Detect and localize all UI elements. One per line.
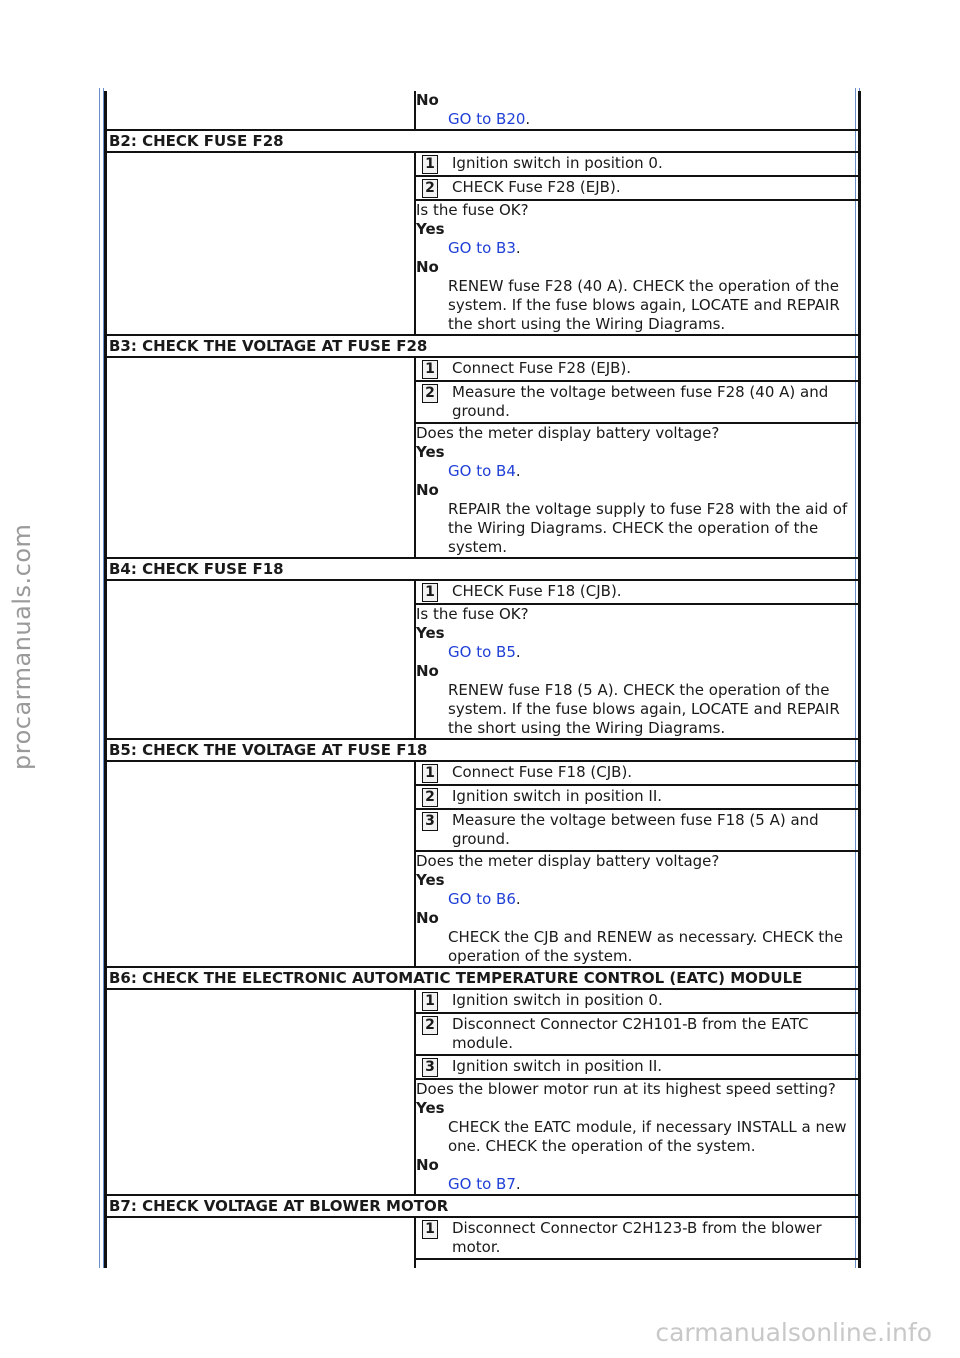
go-to-b20-link[interactable]: GO to B20 <box>448 110 526 128</box>
step-number: 2 <box>422 179 438 198</box>
step-number: 1 <box>422 992 438 1011</box>
bottom-watermark: carmanualsonline.info <box>655 1318 932 1347</box>
yes-answer: GO to B4. <box>448 462 521 480</box>
step-row <box>416 1056 858 1080</box>
side-watermark: procarmanuals.com <box>8 523 36 770</box>
step-text: Measure the voltage between fuse F18 (5 A) and ground. <box>452 811 819 848</box>
step-row <box>416 1218 858 1260</box>
section-body-b6 <box>107 990 858 1194</box>
section-body-b4 <box>107 581 858 738</box>
step-number: 3 <box>422 1058 438 1077</box>
step-text: Measure the voltage between fuse F28 (40 A) and ground. <box>452 383 829 420</box>
yes-answer: GO to B3. <box>448 239 521 257</box>
go-to-b7-link[interactable]: GO to B7 <box>448 1175 516 1193</box>
step-text: Disconnect Connector C2H101-B from the EATC module. <box>452 1015 809 1052</box>
step-row <box>416 358 858 382</box>
step-row <box>416 1014 858 1056</box>
no-answer: RENEW fuse F18 (5 A). CHECK the operation of the system. If the fuse blows again, LOCATE and REPAIR the short using the Wiring Diagrams. <box>448 681 840 737</box>
section-title-b7: B7: CHECK VOLTAGE AT BLOWER MOTOR <box>107 1194 858 1218</box>
step-text: Ignition switch in position 0. <box>452 991 663 1009</box>
yes-label: Yes <box>416 871 445 889</box>
step-number: 1 <box>422 155 438 174</box>
step-number: 2 <box>422 1016 438 1035</box>
step-number: 3 <box>422 812 438 831</box>
section-title-b3: B3: CHECK THE VOLTAGE AT FUSE F28 <box>107 334 858 358</box>
yes-label: Yes <box>416 1099 445 1117</box>
no-label: No <box>416 481 439 499</box>
step-number: 2 <box>422 788 438 807</box>
no-answer: REPAIR the voltage supply to fuse F28 with the aid of the Wiring Diagrams. CHECK the operation of the system. <box>448 500 848 556</box>
no-answer: RENEW fuse F28 (40 A). CHECK the operation of the system. If the fuse blows again, LOCATE and REPAIR the short using the Wiring Diagrams. <box>448 277 840 333</box>
section-body-b5 <box>107 762 858 966</box>
section-title-b2: B2: CHECK FUSE F28 <box>107 129 858 153</box>
no-answer: GO to B20. <box>448 110 531 128</box>
step-row <box>416 382 858 424</box>
no-label: No <box>416 258 439 276</box>
step-row <box>416 177 858 201</box>
yes-label: Yes <box>416 220 445 238</box>
step-row <box>416 581 858 605</box>
section-body-b3 <box>107 358 858 557</box>
go-to-b6-link[interactable]: GO to B6 <box>448 890 516 908</box>
no-label: No <box>416 662 439 680</box>
no-answer: GO to B7. <box>448 1175 521 1193</box>
step-row <box>416 990 858 1014</box>
step-row <box>416 810 858 852</box>
margin-line-left-outer <box>99 88 100 1268</box>
question-text: Is the fuse OK? <box>416 605 529 623</box>
go-to-b5-link[interactable]: GO to B5 <box>448 643 516 661</box>
question-text: Does the meter display battery voltage? <box>416 852 720 870</box>
step-number: 1 <box>422 1220 438 1239</box>
section-title-b5: B5: CHECK THE VOLTAGE AT FUSE F18 <box>107 738 858 762</box>
section-body-b7 <box>107 1218 858 1268</box>
next-step-stub <box>416 1260 858 1268</box>
no-label: No <box>416 909 439 927</box>
section-title-b6: B6: CHECK THE ELECTRONIC AUTOMATIC TEMPERATURE CONTROL (EATC) MODULE <box>107 966 858 990</box>
step-text: CHECK Fuse F18 (CJB). <box>452 582 622 600</box>
step-number: 1 <box>422 583 438 602</box>
yes-label: Yes <box>416 443 445 461</box>
no-label: No <box>416 1156 439 1174</box>
step-text: Ignition switch in position 0. <box>452 154 663 172</box>
section-title-b4: B4: CHECK FUSE F18 <box>107 557 858 581</box>
question-block <box>416 605 858 738</box>
step-text: Disconnect Connector C2H123-B from the blower motor. <box>452 1219 822 1256</box>
question-text: Is the fuse OK? <box>416 201 529 219</box>
step-row <box>416 786 858 810</box>
step-row <box>416 762 858 786</box>
yes-answer: GO to B5. <box>448 643 521 661</box>
question-text: Does the blower motor run at its highest speed setting? <box>416 1080 836 1098</box>
question-block <box>416 1080 858 1194</box>
no-label: No <box>416 91 439 109</box>
step-text: Ignition switch in position II. <box>452 1057 663 1075</box>
diagnostic-table <box>104 91 861 1268</box>
section-body-b2 <box>107 153 858 334</box>
step-row <box>416 153 858 177</box>
go-to-b3-link[interactable]: GO to B3 <box>448 239 516 257</box>
continuation-block <box>107 91 858 129</box>
question-block <box>416 424 858 557</box>
step-number: 2 <box>422 384 438 403</box>
step-number: 1 <box>422 764 438 783</box>
answer-block <box>416 91 858 129</box>
yes-label: Yes <box>416 624 445 642</box>
step-text: Ignition switch in position II. <box>452 787 663 805</box>
step-text: Connect Fuse F18 (CJB). <box>452 763 633 781</box>
go-to-b4-link[interactable]: GO to B4 <box>448 462 516 480</box>
step-text: CHECK Fuse F28 (EJB). <box>452 178 621 196</box>
step-number: 1 <box>422 360 438 379</box>
left-column <box>107 91 416 129</box>
question-text: Does the meter display battery voltage? <box>416 424 720 442</box>
question-block <box>416 852 858 966</box>
step-text: Connect Fuse F28 (EJB). <box>452 359 632 377</box>
yes-answer: GO to B6. <box>448 890 521 908</box>
yes-answer: CHECK the EATC module, if necessary INSTALL a new one. CHECK the operation of the system. <box>448 1118 847 1155</box>
question-block <box>416 201 858 334</box>
no-answer: CHECK the CJB and RENEW as necessary. CHECK the operation of the system. <box>448 928 844 965</box>
